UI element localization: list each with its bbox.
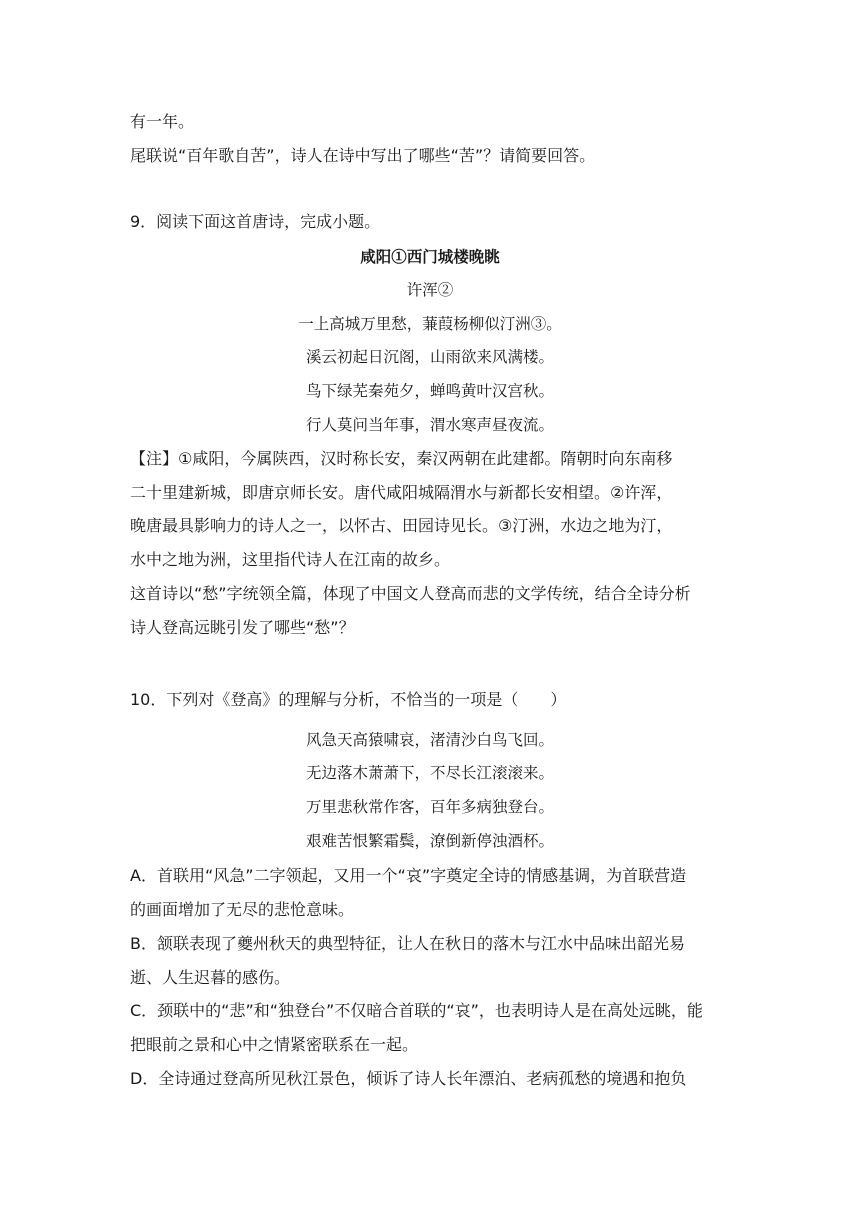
option-a: 的画面增加了无尽的悲怆意味。: [130, 900, 355, 919]
poem-line: 风急天高猿啸哀，渚清沙白鸟飞回。: [305, 731, 554, 749]
poem-line: 万里悲秋常作客，百年多病独登台。: [305, 798, 554, 816]
poem-line: 无边落木萧萧下，不尽长江滚滚来。: [305, 764, 554, 782]
q8-continuation: 有一年。: [130, 112, 195, 131]
option-d: D．全诗通过登高所见秋江景色，倾诉了诗人长年漂泊、老病孤愁的境遇和抱负: [130, 1069, 687, 1088]
note-line: 水中之地为洲，这里指代诗人在江南的故乡。: [130, 550, 451, 569]
q9-stem: 9．阅读下面这首唐诗，完成小题。: [130, 212, 381, 231]
note-line: 二十里建新城，即唐京师长安。唐代咸阳城隔渭水与新都长安相望。②许浑，: [130, 483, 673, 502]
poem-line: 行人莫问当年事，渭水寒声昼夜流。: [305, 416, 554, 434]
option-b: B．颔联表现了夔州秋天的典型特征，让人在秋日的落木与江水中品味出韶光易: [130, 934, 685, 953]
poem-line: 鸟下绿芜秦苑夕，蝉鸣黄叶汉宫秋。: [305, 382, 554, 400]
q10-stem: 10．下列对《登高》的理解与分析，不恰当的一项是（ ）: [130, 690, 567, 709]
option-c: C．颈联中的“悲”和“独登台”不仅暗合首联的“哀”，也表明诗人是在高处远眺，能: [130, 1001, 703, 1020]
poem-line: 一上高城万里愁，蒹葭杨柳似汀洲③。: [298, 315, 562, 333]
poem-title: 咸阳①西门城楼晚眺: [360, 247, 500, 266]
poem-author: 许浑②: [406, 281, 454, 299]
option-b: 逝、人生迟暮的感伤。: [130, 968, 291, 987]
poem-line: 溪云初起日沉阁，山雨欲来风满楼。: [305, 348, 554, 366]
option-c: 把眼前之景和心中之情紧密联系在一起。: [130, 1035, 419, 1054]
q8-prompt: 尾联说“百年歌自苦”，诗人在诗中写出了哪些“苦”？请简要回答。: [130, 146, 596, 165]
option-a: A．首联用“风急”二字领起，又用一个“哀”字奠定全诗的情感基调，为首联营造: [130, 866, 687, 885]
poem-line: 艰难苦恨繁霜鬓，潦倒新停浊酒杯。: [305, 832, 554, 850]
q9-question: 诗人登高远眺引发了哪些“愁”？: [130, 618, 355, 637]
note-line: 【注】①咸阳，今属陕西，汉时称长安，秦汉两朝在此建都。隋朝时向东南移: [130, 449, 673, 468]
q9-question: 这首诗以“愁”字统领全篇，体现了中国文人登高而悲的文学传统，结合全诗分析: [130, 584, 691, 603]
note-line: 晚唐最具影响力的诗人之一，以怀古、田园诗见长。③汀洲，水边之地为汀，: [130, 516, 673, 535]
